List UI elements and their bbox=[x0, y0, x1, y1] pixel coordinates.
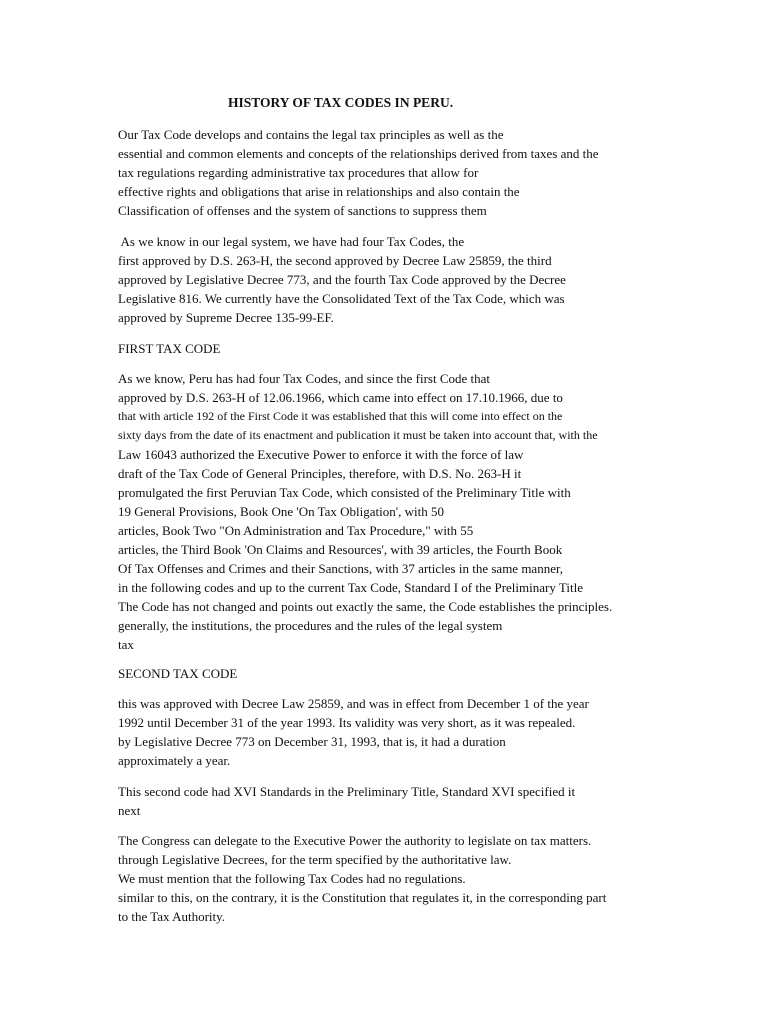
text-line: tax regulations regarding administrative tax procedures that allow for bbox=[118, 165, 479, 180]
section-heading: FIRST TAX CODE bbox=[118, 341, 221, 356]
intro-paragraph bbox=[118, 125, 599, 220]
text-line: The Code has not changed and points out exactly the same, the Code establishes the principles. bbox=[118, 599, 613, 614]
text-line: similar to this, on the contrary, it is the Constitution that regulates it, in the corresponding part bbox=[118, 890, 607, 905]
text-line: tax bbox=[118, 637, 134, 652]
congress-paragraph bbox=[118, 831, 606, 926]
text-line: We must mention that the following Tax Codes had no regulations. bbox=[118, 871, 466, 886]
text-line: 19 General Provisions, Book One 'On Tax Obligation', with 50 bbox=[118, 504, 444, 519]
first-tax-code-heading bbox=[118, 339, 221, 358]
text-line: As we know in our legal system, we have had four Tax Codes, the bbox=[118, 234, 465, 249]
text-line: approved by Legislative Decree 773, and the fourth Tax Code approved by the Decree bbox=[118, 272, 566, 287]
text-line: generally, the institutions, the procedures and the rules of the legal system bbox=[118, 618, 503, 633]
text-line: As we know, Peru has had four Tax Codes, and since the first Code that bbox=[118, 371, 491, 386]
text-line: articles, the Third Book 'On Claims and Resources', with 39 articles, the Fourth Book bbox=[118, 542, 563, 557]
text-line: 1992 until December 31 of the year 1993. Its validity was very short, as it was repealed. bbox=[118, 715, 576, 730]
text-line: articles, Book Two "On Administration and Tax Procedure," with 55 bbox=[118, 523, 474, 538]
document-title: HISTORY OF TAX CODES IN PERU. bbox=[228, 95, 454, 110]
text-line: through Legislative Decrees, for the term specified by the authoritative law. bbox=[118, 852, 512, 867]
text-line: approved by D.S. 263-H of 12.06.1966, which came into effect on 17.10.1966, due to bbox=[118, 390, 563, 405]
text-line: next bbox=[118, 803, 141, 818]
text-line: to the Tax Authority. bbox=[118, 909, 226, 924]
text-line: that with article 192 of the First Code it was established that this will come into effect on the bbox=[118, 409, 563, 423]
section-heading: SECOND TAX CODE bbox=[118, 666, 238, 681]
text-line: promulgated the first Peruvian Tax Code, which consisted of the Preliminary Title with bbox=[118, 485, 571, 500]
second-tax-code-heading bbox=[118, 664, 237, 683]
text-line: sixty days from the date of its enactment and publication it must be taken into account that, with the bbox=[118, 428, 598, 442]
text-line: first approved by D.S. 263-H, the second approved by Decree Law 25859, the third bbox=[118, 253, 552, 268]
first-tax-code-paragraph bbox=[118, 369, 612, 654]
text-line: approved by Supreme Decree 135-99-EF. bbox=[118, 310, 334, 325]
text-line: this was approved with Decree Law 25859, and was in effect from December 1 of the year bbox=[118, 696, 589, 711]
text-line: in the following codes and up to the current Tax Code, Standard I of the Preliminary Title bbox=[118, 580, 583, 595]
text-line: draft of the Tax Code of General Principles, therefore, with D.S. No. 263-H it bbox=[118, 466, 522, 481]
text-line: Classification of offenses and the system of sanctions to suppress them bbox=[118, 203, 487, 218]
text-line: essential and common elements and concepts of the relationships derived from taxes and the bbox=[118, 146, 599, 161]
text-line: This second code had XVI Standards in the Preliminary Title, Standard XVI specified it bbox=[118, 784, 576, 799]
text-line: by Legislative Decree 773 on December 31, 1993, that is, it had a duration bbox=[118, 734, 506, 749]
text-line: Our Tax Code develops and contains the legal tax principles as well as the bbox=[118, 127, 504, 142]
legal-system-paragraph bbox=[118, 232, 566, 327]
text-line: effective rights and obligations that arise in relationships and also contain the bbox=[118, 184, 520, 199]
text-line: The Congress can delegate to the Executive Power the authority to legislate on tax matters. bbox=[118, 833, 592, 848]
standards-paragraph bbox=[118, 782, 575, 820]
text-line: Of Tax Offenses and Crimes and their Sanctions, with 37 articles in the same manner, bbox=[118, 561, 564, 576]
text-line: Legislative 816. We currently have the Consolidated Text of the Tax Code, which was bbox=[118, 291, 565, 306]
second-tax-code-paragraph bbox=[118, 694, 589, 770]
text-line: Law 16043 authorized the Executive Power to enforce it with the force of law bbox=[118, 447, 524, 462]
text-line: approximately a year. bbox=[118, 753, 231, 768]
